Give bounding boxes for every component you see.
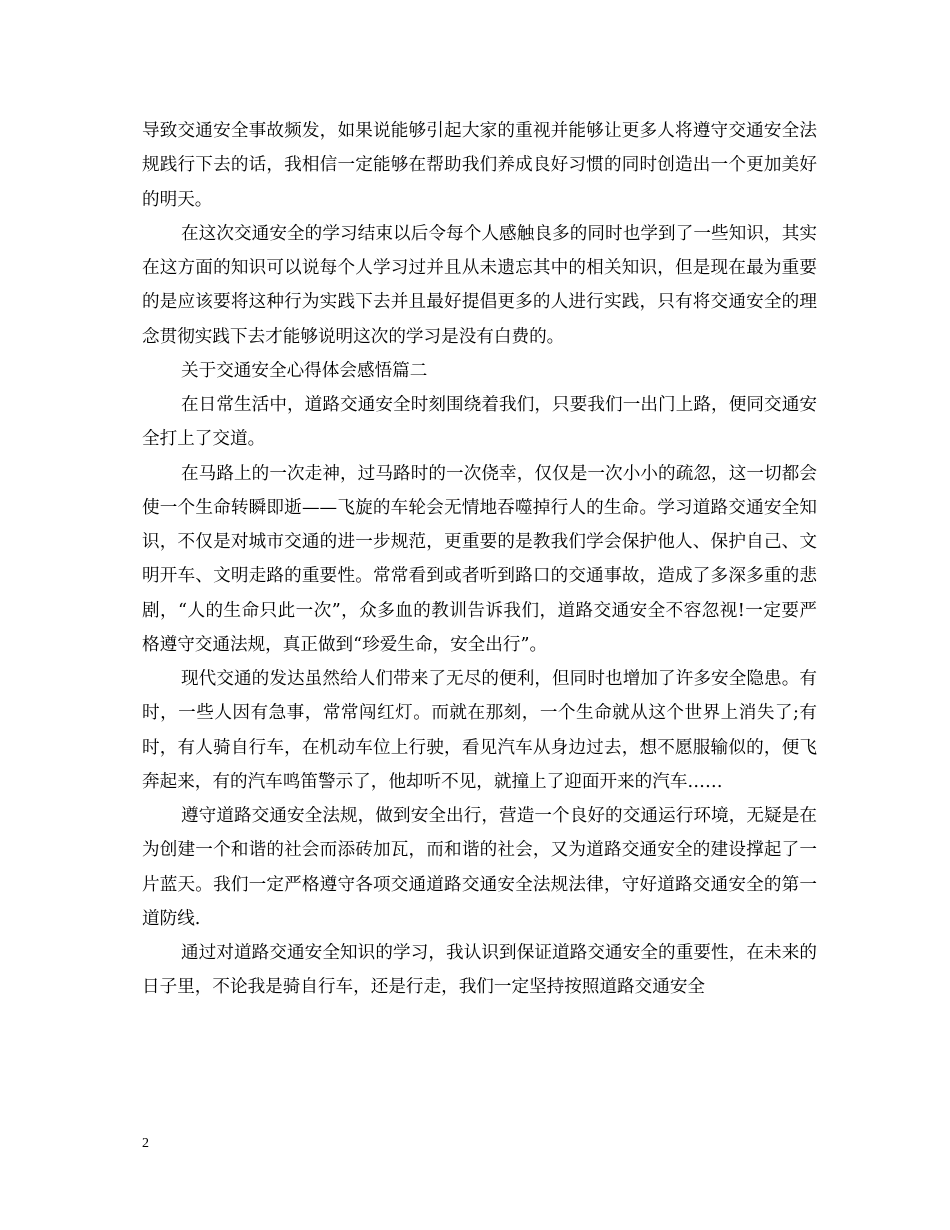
- paragraph-2: 在这次交通安全的学习结束以后令每个人感触良多的同时也学到了一些知识，其实在这方面的知识可以说每个人学习过并且从未遗忘其中的相关知识，但是现在最为重要的是应该要将这种行为实践下去并且最好提倡更多的人进行实践，只有将交通安全的理念贯彻实践下去才能够说明这次的学习是没有白费的。: [142, 223, 817, 347]
- paragraph-5: 现代交通的发达虽然给人们带来了无尽的便利，但同时也增加了许多安全隐患。有时，一些人因有急事，常常闯红灯。而就在那刻，一个生命就从这个世界上消失了;有时，有人骑自行车，在机动车位上行驶，看见汽车从身边过去，想不愿服输似的，便飞奔起来，有的汽车鸣笛警示了，他却听不见，就撞上了迎面开来的汽车……: [142, 669, 817, 792]
- section-heading: 关于交通安全心得体会感悟篇二: [181, 360, 428, 381]
- paragraph-1: 导致交通安全事故频发，如果说能够引起大家的重视并能够让更多人将遵守交通安全法规践行下去的话，我相信一定能够在帮助我们养成良好习惯的同时创造出一个更加美好的明天。: [142, 121, 817, 210]
- paragraph-6: 遵守道路交通安全法规，做到安全出行，营造一个良好的交通运行环境，无疑是在为创建一个和谐的社会而添砖加瓦，而和谐的社会，又为道路交通安全的建设撑起了一片蓝天。我们一定严格遵守各项交通道路交通安全法规法律，守好道路交通安全的第一道防线.: [142, 806, 817, 929]
- body-text: [142, 114, 817, 1005]
- paragraph-4: 在马路上的一次走神，过马路时的一次侥幸，仅仅是一次小小的疏忽，这一切都会使一个生命转瞬即逝——飞旋的车轮会无情地吞噬掉行人的生命。学习道路交通安全知识，不仅是对城市交通的进一步规范，更重要的是教我们学会保护他人、保护自己、文明开车、文明走路的重要性。常常看到或者听到路口的交通事故，造成了多深多重的悲剧，“人的生命只此一次”，众多血的教训告诉我们，道路交通安全不容忽视!一定要严格遵守交通法规，真正做到“珍爱生命，安全出行”。: [142, 463, 817, 655]
- paragraph-3: 在日常生活中，道路交通安全时刻围绕着我们，只要我们一出门上路，便同交通安全打上了交道。: [142, 395, 817, 450]
- paragraph-7: 通过对道路交通安全知识的学习，我认识到保证道路交通安全的重要性，在未来的日子里，不论我是骑自行车，还是行走，我们一定坚持按照道路交通安全: [142, 943, 817, 998]
- page-number: 2: [142, 1136, 149, 1151]
